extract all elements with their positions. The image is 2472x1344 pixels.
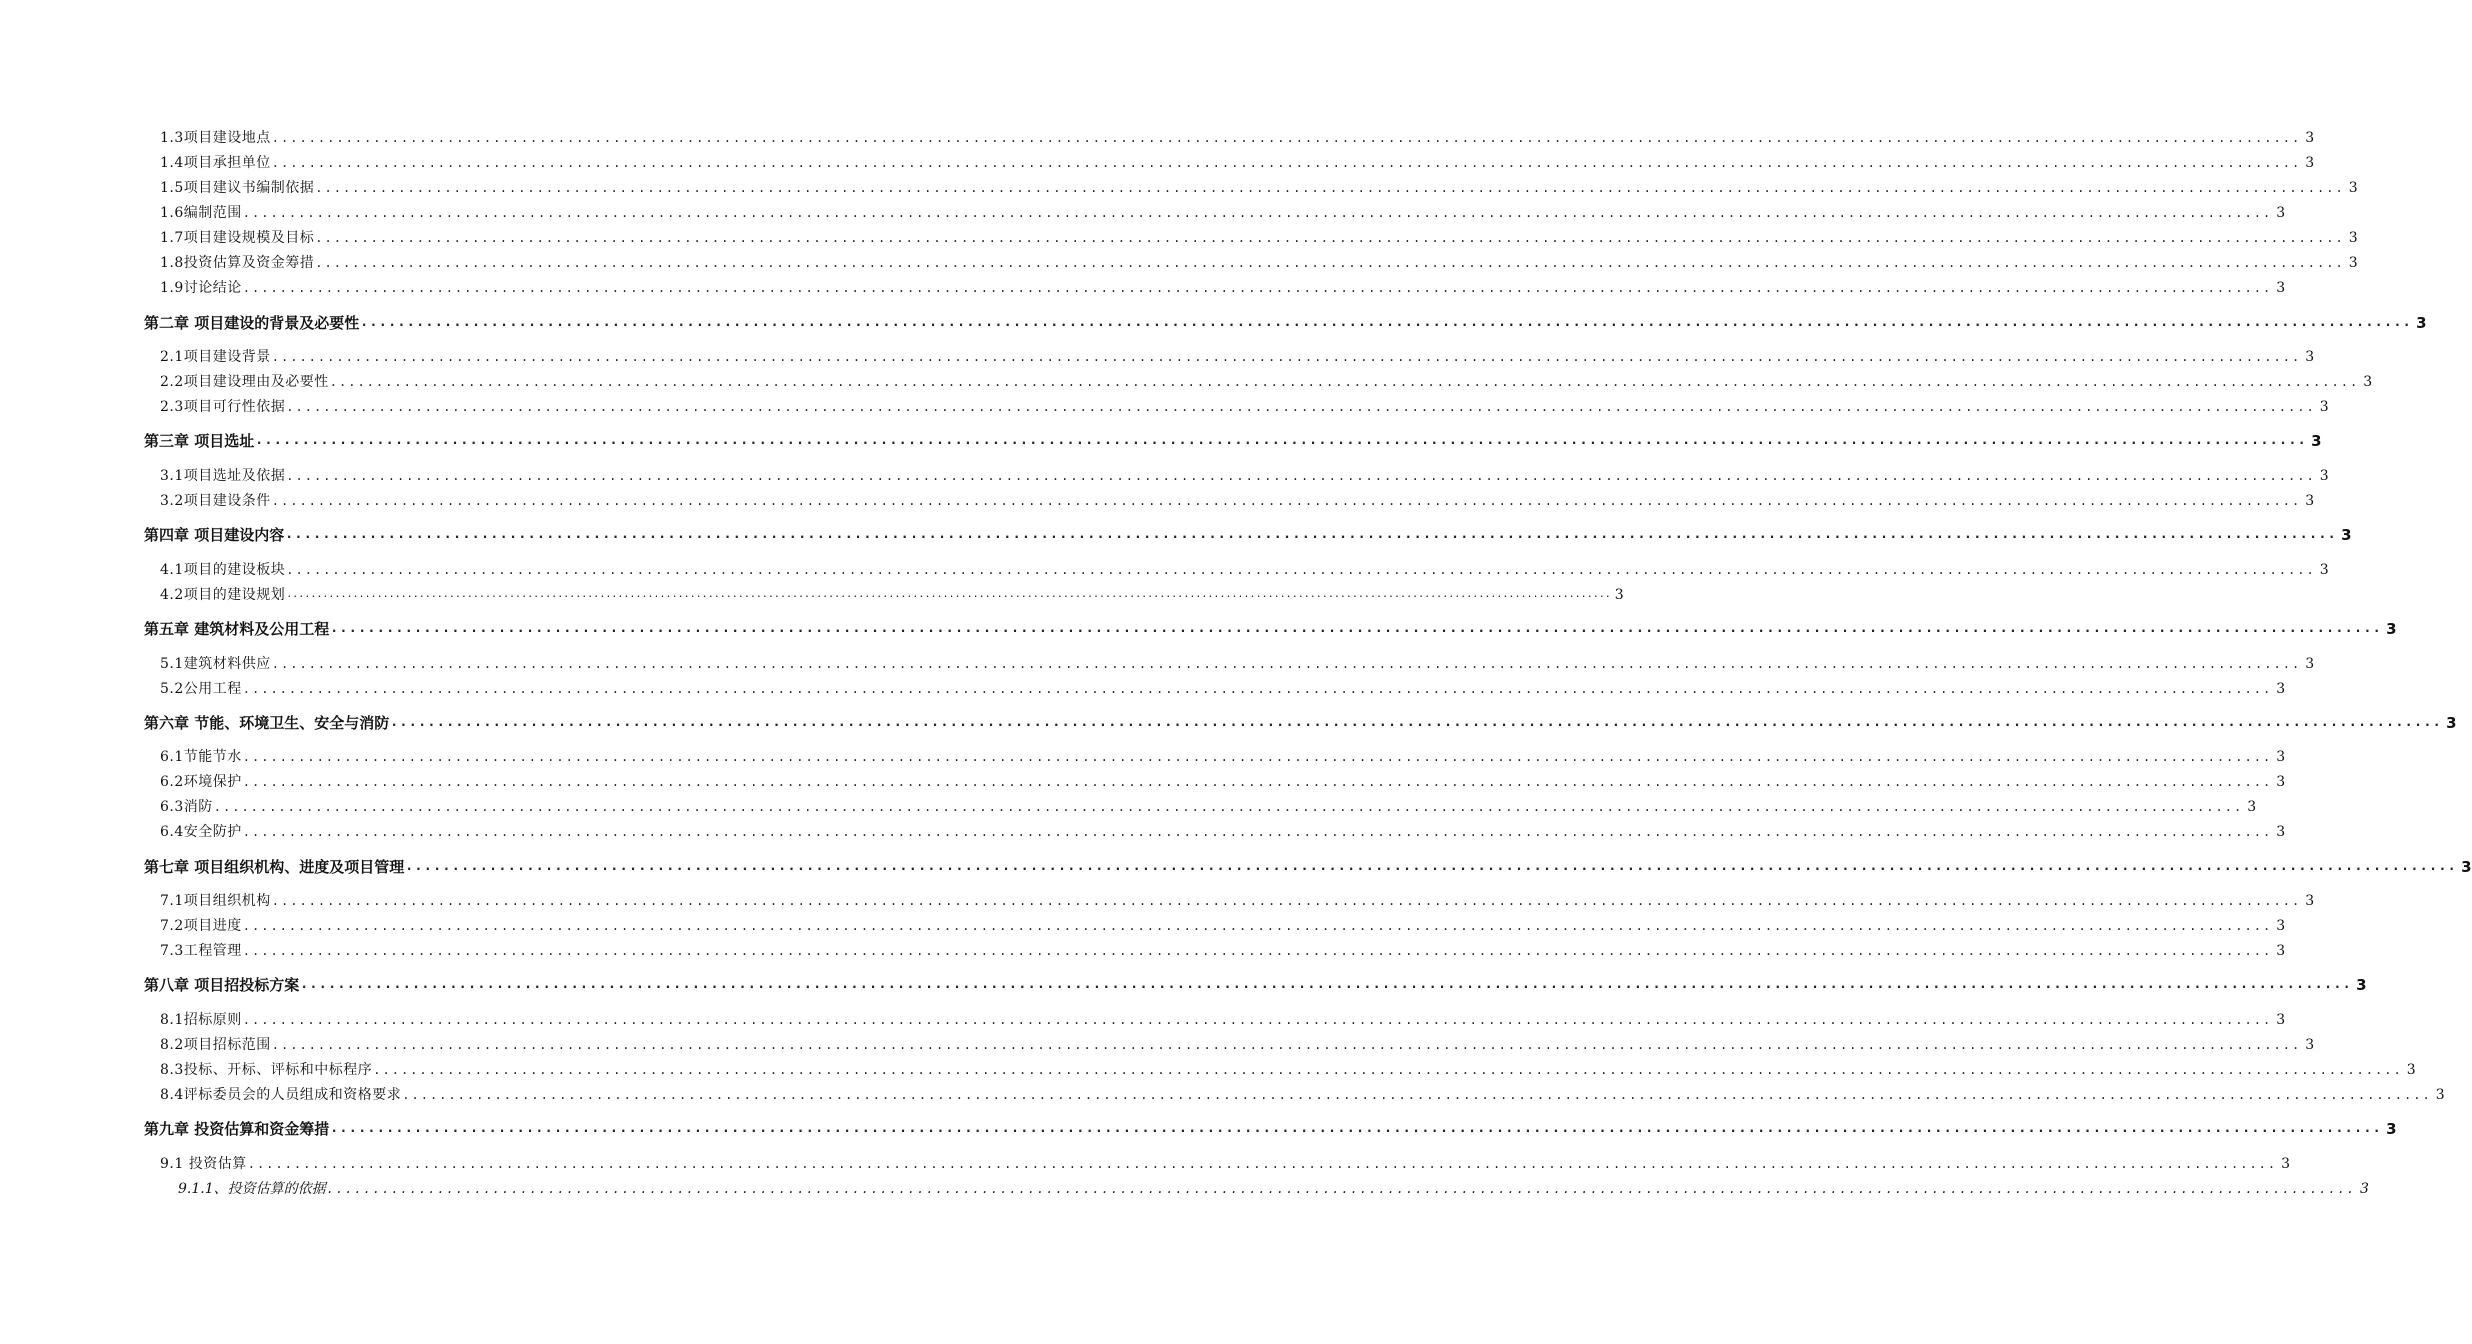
toc-page-number: 3 — [2319, 468, 2330, 484]
toc-section-entry[interactable] — [160, 1059, 2417, 1081]
toc-dot-leader: ............................................................................................................................................................................................................................ — [242, 944, 2273, 958]
toc-section-entry[interactable] — [160, 746, 2286, 768]
toc-dot-leader: ............................................................................................................................................................................................................................ — [360, 315, 2413, 330]
toc-section-entry[interactable] — [160, 177, 2359, 199]
toc-chapter-entry[interactable] — [144, 1118, 2397, 1140]
toc-entry-title: 1.5项目建议书编制依据 — [160, 180, 315, 196]
toc-entry-title: 第二章 项目建设的背景及必要性 — [144, 314, 360, 332]
toc-page-number: 3 — [2305, 893, 2315, 909]
toc-section-entry[interactable] — [160, 915, 2286, 937]
toc-entry-title: 2.2项目建设理由及必要性 — [160, 374, 329, 390]
toc-entry-title: 第四章 项目建设内容 — [144, 526, 285, 544]
toc-section-entry[interactable] — [160, 1153, 2291, 1175]
toc-dot-leader: ............................................................................................................................................................................................................................ — [329, 375, 2360, 389]
toc-dot-leader: ............................................................................................................................................................................................................................ — [242, 682, 2273, 696]
toc-entry-title: 1.8投资估算及资金筹措 — [160, 255, 315, 271]
toc-chapter-entry[interactable] — [144, 856, 2472, 878]
toc-entry-title: 第七章 项目组织机构、进度及项目管理 — [144, 858, 405, 876]
toc-entry-title: 1.7项目建设规模及目标 — [160, 230, 315, 246]
toc-entry-title: 1.6编制范围 — [160, 205, 242, 221]
toc-page-number: 3 — [2276, 918, 2286, 934]
toc-entry-title: 6.4安全防护 — [160, 824, 242, 840]
toc-entry-title: 6.3消防 — [160, 799, 213, 815]
toc-entry-title: 3.1项目选址及依据 — [160, 468, 286, 484]
toc-entry-title: 1.4项目承担单位 — [160, 155, 271, 171]
toc-chapter-entry[interactable] — [144, 430, 2322, 452]
toc-dot-leader: ............................................................................................................................................................................................................................ — [405, 859, 2458, 874]
toc-dot-leader: ............................................................................................................................................................................................................................ — [242, 919, 2273, 933]
toc-dot-leader: ............................................................................................................................................................................................................................ — [242, 206, 2273, 220]
toc-section-entry[interactable] — [160, 1009, 2286, 1031]
toc-entry-title: 1.9讨论结论 — [160, 280, 242, 296]
toc-page-number: 3 — [1614, 587, 1625, 603]
toc-page-number: 3 — [2319, 399, 2330, 415]
toc-page-number: 3 — [2276, 681, 2286, 697]
toc-dot-leader: ............................................................................................................................................................................................................................ — [286, 589, 1611, 600]
toc-chapter-entry[interactable] — [144, 974, 2367, 996]
toc-page-number: 3 — [2363, 374, 2373, 390]
toc-entry-title: 6.2环境保护 — [160, 774, 242, 790]
toc-page-number: 3 — [2281, 1156, 2291, 1172]
toc-page-number: 3 — [2276, 1012, 2286, 1028]
toc-section-entry[interactable] — [160, 252, 2359, 274]
toc-section-entry[interactable] — [160, 821, 2286, 843]
toc-page-number: 3 — [2406, 1062, 2417, 1078]
toc-page-number: 3 — [2276, 749, 2286, 765]
toc-dot-leader: ............................................................................................................................................................................................................................ — [242, 825, 2273, 839]
toc-dot-leader: ............................................................................................................................................................................................................................ — [271, 657, 2302, 671]
toc-dot-leader: ............................................................................................................................................................................................................................ — [242, 775, 2273, 789]
toc-dot-leader: ............................................................................................................................................................................................................................ — [271, 894, 2302, 908]
toc-dot-leader: ............................................................................................................................................................................................................................ — [286, 469, 2316, 483]
toc-dot-leader: ............................................................................................................................................................................................................................ — [286, 400, 2316, 414]
toc-section-entry[interactable] — [160, 202, 2286, 224]
toc-entry-title: 3.2项目建设条件 — [160, 493, 271, 509]
toc-dot-leader: ............................................................................................................................................................................................................................ — [271, 494, 2302, 508]
toc-dot-leader: ............................................................................................................................................................................................................................ — [213, 800, 2244, 814]
toc-section-entry[interactable] — [178, 1178, 2369, 1200]
toc-entry-title: 1.3项目建设地点 — [160, 130, 271, 146]
toc-dot-leader: ............................................................................................................................................................................................................................ — [390, 715, 2443, 730]
toc-page-number: 3 — [2416, 314, 2427, 332]
toc-page-number: 3 — [2386, 1120, 2397, 1138]
toc-page-number: 3 — [2319, 562, 2330, 578]
toc-entry-title: 8.2项目招标范围 — [160, 1037, 271, 1053]
toc-dot-leader: ............................................................................................................................................................................................................................ — [242, 1013, 2273, 1027]
toc-dot-leader: ............................................................................................................................................................................................................................ — [330, 621, 2383, 636]
toc-dot-leader: ............................................................................................................................................................................................................................ — [286, 563, 2316, 577]
toc-entry-title: 2.1项目建设背景 — [160, 349, 271, 365]
toc-section-entry[interactable] — [160, 559, 2330, 581]
toc-page-number: 3 — [2348, 180, 2359, 196]
toc-page-number: 3 — [2305, 656, 2315, 672]
toc-section-entry[interactable] — [160, 396, 2330, 418]
toc-page-number: 3 — [2305, 1037, 2315, 1053]
toc-dot-leader: ............................................................................................................................................................................................................................ — [271, 350, 2302, 364]
toc-page-number: 3 — [2247, 799, 2257, 815]
toc-section-entry[interactable] — [160, 227, 2359, 249]
toc-page-number: 3 — [2356, 976, 2367, 994]
toc-section-entry[interactable] — [160, 152, 2315, 174]
toc-section-entry[interactable] — [160, 890, 2315, 912]
toc-section-entry[interactable] — [160, 277, 2286, 299]
toc-entry-title: 8.4评标委员会的人员组成和资格要求 — [160, 1087, 402, 1103]
toc-dot-leader: ............................................................................................................................................................................................................................ — [330, 1121, 2383, 1136]
toc-entry-title: 9.1 投资估算 — [160, 1156, 247, 1172]
toc-chapter-entry[interactable] — [144, 524, 2352, 546]
toc-page-number: 3 — [2360, 1181, 2369, 1197]
toc-section-entry[interactable] — [160, 584, 1625, 606]
toc-page-number: 3 — [2276, 205, 2286, 221]
toc-dot-leader: ............................................................................................................................................................................................................................ — [285, 527, 2338, 542]
toc-dot-leader: ............................................................................................................................................................................................................................ — [315, 231, 2345, 245]
toc-entry-title: 第六章 节能、环境卫生、安全与消防 — [144, 714, 390, 732]
toc-section-entry[interactable] — [160, 653, 2315, 675]
toc-section-entry[interactable] — [160, 771, 2286, 793]
toc-page-number: 3 — [2276, 943, 2286, 959]
toc-dot-leader: ............................................................................................................................................................................................................................ — [242, 281, 2273, 295]
toc-dot-leader: ............................................................................................................................................................................................................................ — [315, 256, 2345, 270]
toc-dot-leader: ............................................................................................................................................................................................................................ — [271, 131, 2302, 145]
toc-chapter-entry[interactable] — [144, 712, 2457, 734]
toc-page-number: 3 — [2276, 774, 2286, 790]
toc-entry-title: 7.1项目组织机构 — [160, 893, 271, 909]
toc-page-number: 3 — [2305, 130, 2315, 146]
toc-dot-leader: ............................................................................................................................................................................................................................ — [255, 433, 2308, 448]
toc-page-number: 3 — [2386, 620, 2397, 638]
toc-page-number: 3 — [2435, 1087, 2446, 1103]
toc-entry-title: 6.1节能节水 — [160, 749, 242, 765]
toc-page-number: 3 — [2305, 155, 2315, 171]
toc-dot-leader: ............................................................................................................................................................................................................................ — [242, 750, 2273, 764]
toc-dot-leader: ............................................................................................................................................................................................................................ — [271, 156, 2302, 170]
toc-page-number: 3 — [2348, 255, 2359, 271]
toc-section-entry[interactable] — [160, 490, 2315, 512]
toc-section-entry[interactable] — [160, 127, 2315, 149]
toc-entry-title: 第八章 项目招投标方案 — [144, 976, 300, 994]
toc-section-entry[interactable] — [160, 371, 2373, 393]
toc-page-number: 3 — [2446, 714, 2457, 732]
toc-dot-leader: ............................................................................................................................................................................................................................ — [271, 1038, 2302, 1052]
toc-dot-leader: ............................................................................................................................................................................................................................ — [402, 1088, 2432, 1102]
toc-page-number: 3 — [2305, 493, 2315, 509]
toc-entry-title: 4.1项目的建设板块 — [160, 562, 286, 578]
toc-page-number: 3 — [2276, 824, 2286, 840]
toc-entry-title: 5.2公用工程 — [160, 681, 242, 697]
toc-entry-title: 9.1.1、投资估算的依据 — [178, 1181, 326, 1197]
toc-page-number: 3 — [2305, 349, 2315, 365]
toc-page-number: 3 — [2341, 526, 2352, 544]
toc-section-entry[interactable] — [160, 1034, 2315, 1056]
toc-entry-title: 4.2项目的建设规划 — [160, 587, 286, 603]
toc-section-entry[interactable] — [160, 1084, 2446, 1106]
toc-chapter-entry[interactable] — [144, 618, 2397, 640]
toc-entry-title: 5.1建筑材料供应 — [160, 656, 271, 672]
toc-page-number: 3 — [2348, 230, 2359, 246]
toc-dot-leader: ............................................................................................................................................................................................................................ — [300, 977, 2353, 992]
toc-page-number: 3 — [2311, 432, 2322, 450]
toc-section-entry[interactable] — [160, 940, 2286, 962]
toc-entry-title: 8.1招标原则 — [160, 1012, 242, 1028]
toc-page-number: 3 — [2461, 858, 2472, 876]
toc-chapter-entry[interactable] — [144, 312, 2427, 334]
toc-entry-title: 8.3投标、开标、评标和中标程序 — [160, 1062, 373, 1078]
toc-entry-title: 第九章 投资估算和资金筹措 — [144, 1120, 330, 1138]
toc-entry-title: 7.3工程管理 — [160, 943, 242, 959]
toc-dot-leader: ............................................................................................................................................................................................................................ — [373, 1063, 2403, 1077]
toc-entry-title: 2.3项目可行性依据 — [160, 399, 286, 415]
toc-dot-leader: ............................................................................................................................................................................................................................ — [315, 181, 2345, 195]
toc-entry-title: 第三章 项目选址 — [144, 432, 255, 450]
toc-section-entry[interactable] — [160, 678, 2286, 700]
toc-entry-title: 第五章 建筑材料及公用工程 — [144, 620, 330, 638]
toc-dot-leader: ............................................................................................................................................................................................................................ — [326, 1182, 2357, 1196]
toc-section-entry[interactable] — [160, 465, 2330, 487]
toc-section-entry[interactable] — [160, 346, 2315, 368]
toc-dot-leader: ............................................................................................................................................................................................................................ — [247, 1157, 2278, 1171]
toc-page-number: 3 — [2276, 280, 2286, 296]
toc-section-entry[interactable] — [160, 796, 2257, 818]
toc-entry-title: 7.2项目进度 — [160, 918, 242, 934]
